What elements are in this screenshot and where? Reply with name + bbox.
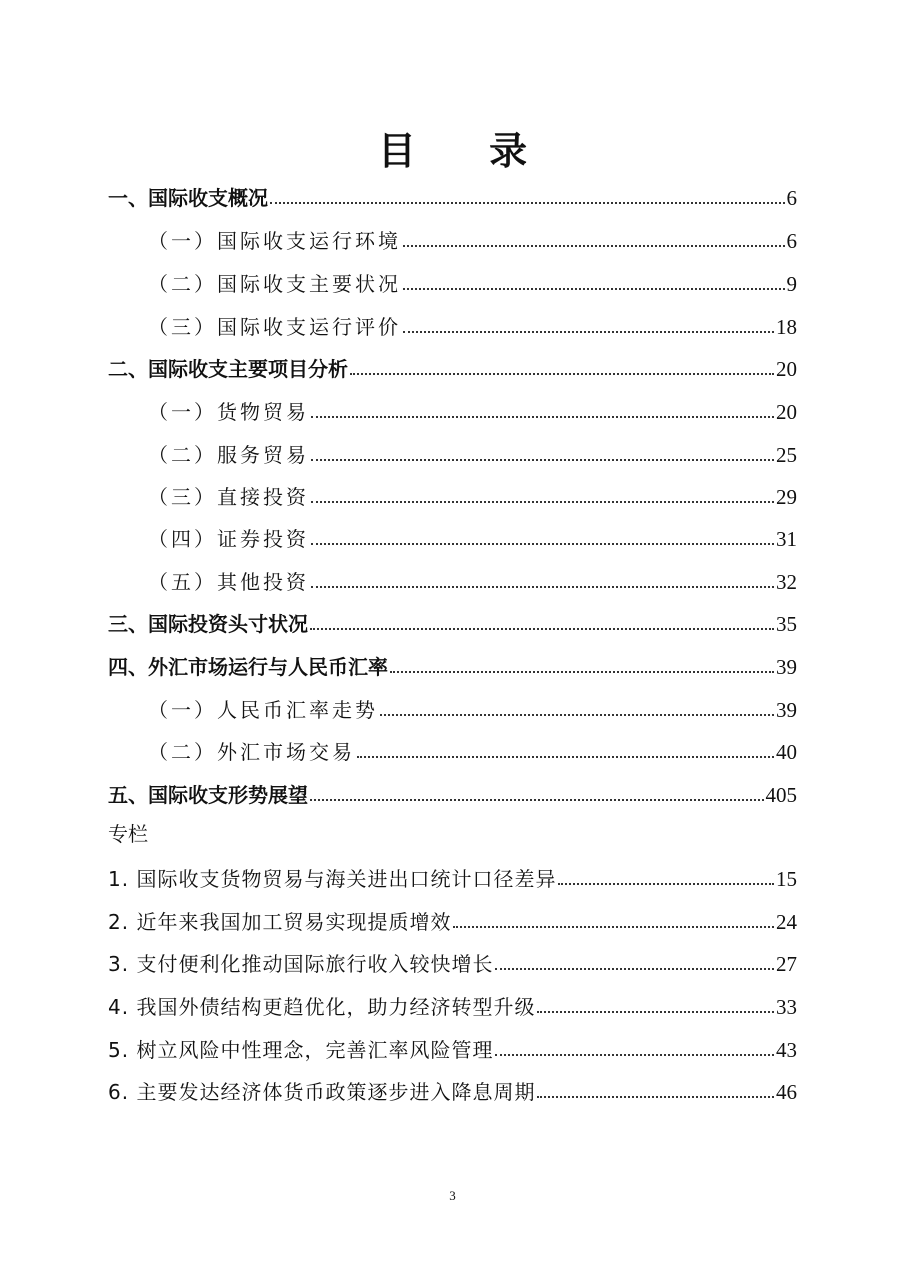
- toc-entry[interactable]: [108, 607, 797, 637]
- toc-entry-text: （五）其他投资: [148, 570, 309, 594]
- toc-entry-text: （二）国际收支主要状况: [148, 272, 401, 296]
- column-entry-text: 4. 我国外债结构更趋优化，助力经济转型升级: [108, 995, 536, 1019]
- toc-entry-page: 20: [776, 357, 797, 381]
- toc-entry[interactable]: [108, 650, 797, 680]
- toc-entry[interactable]: [108, 352, 797, 382]
- toc-entry[interactable]: [148, 267, 797, 297]
- columns-heading: 专栏: [108, 822, 148, 846]
- toc-leader: [558, 883, 774, 885]
- toc-leader: [495, 1054, 774, 1056]
- column-entry-page: 46: [776, 1080, 797, 1104]
- toc-leader: [311, 416, 774, 418]
- toc-entry-page: 40: [776, 740, 797, 764]
- toc-entry[interactable]: [148, 522, 797, 552]
- toc-entry[interactable]: [108, 778, 797, 808]
- toc-leader: [453, 926, 774, 928]
- toc-entry-page: 29: [776, 485, 797, 509]
- toc-entry-text: （四）证券投资: [148, 527, 309, 551]
- toc-entry[interactable]: [108, 181, 797, 211]
- column-entry-page: 43: [776, 1038, 797, 1062]
- toc-entry-page: 39: [776, 698, 797, 722]
- toc-entry-text: （一）国际收支运行环境: [148, 229, 401, 253]
- toc-entry-text: 一、国际收支概况: [108, 186, 268, 210]
- toc-leader: [390, 671, 774, 673]
- toc-leader: [311, 459, 774, 461]
- toc-entry-page: 6: [786, 229, 797, 253]
- toc-entry[interactable]: [148, 480, 797, 510]
- toc-leader: [495, 968, 774, 970]
- toc-leader: [350, 373, 774, 375]
- column-entry-text: 5. 树立风险中性理念，完善汇率风险管理: [108, 1038, 494, 1062]
- toc-entry-text: 四、外汇市场运行与人民币汇率: [108, 655, 388, 679]
- toc-entry-page: 20: [776, 400, 797, 424]
- toc-entry-page: 9: [786, 272, 797, 296]
- toc-entry[interactable]: [148, 224, 797, 254]
- toc-entry-text: （三）国际收支运行评价: [148, 315, 401, 339]
- toc-entry-page: 6: [786, 186, 797, 210]
- column-entry-text: 1. 国际收支货物贸易与海关进出口统计口径差异: [108, 867, 557, 891]
- toc-leader: [537, 1096, 774, 1098]
- column-entry[interactable]: [108, 1033, 797, 1063]
- toc-entry-text: （一）货物贸易: [148, 400, 309, 424]
- column-entry[interactable]: [108, 905, 797, 935]
- column-entry-page: 33: [776, 995, 797, 1019]
- toc-leader: [537, 1011, 774, 1013]
- toc-entry-page: 39: [776, 655, 797, 679]
- toc-leader: [310, 799, 764, 801]
- column-entry-page: 15: [776, 867, 797, 891]
- toc-leader: [311, 501, 774, 503]
- column-entry-text: 6. 主要发达经济体货币政策逐步进入降息周期: [108, 1080, 536, 1104]
- column-entry-text: 3. 支付便利化推动国际旅行收入较快增长: [108, 952, 494, 976]
- toc-leader: [403, 245, 785, 247]
- toc-entry-text: 五、国际收支形势展望: [108, 783, 308, 807]
- toc-entry-page: 35: [776, 612, 797, 636]
- toc-leader: [270, 202, 785, 204]
- page-title: 目 录: [377, 129, 558, 173]
- toc-entry-text: （一）人民币汇率走势: [148, 698, 378, 722]
- page-number: 3: [449, 1188, 456, 1203]
- column-entry[interactable]: [108, 990, 797, 1020]
- toc-entry-text: （二）服务贸易: [148, 443, 309, 467]
- toc-leader: [311, 586, 774, 588]
- toc-entry-page: 25: [776, 443, 797, 467]
- toc-entry-page: 31: [776, 527, 797, 551]
- column-entry-page: 27: [776, 952, 797, 976]
- toc-leader: [310, 628, 774, 630]
- toc-entry[interactable]: [148, 735, 797, 765]
- column-entry-page: 24: [776, 910, 797, 934]
- toc-leader: [380, 714, 774, 716]
- toc-leader: [311, 543, 774, 545]
- toc-entry[interactable]: [148, 395, 797, 425]
- toc-leader: [403, 331, 774, 333]
- column-entry[interactable]: [108, 947, 797, 977]
- toc-entry[interactable]: [148, 565, 797, 595]
- toc-entry-page: 405: [765, 783, 797, 807]
- column-entry[interactable]: [108, 1075, 797, 1105]
- toc-entry-text: （三）直接投资: [148, 485, 309, 509]
- toc-entry-text: 三、国际投资头寸状况: [108, 612, 308, 636]
- toc-entry[interactable]: [148, 310, 797, 340]
- toc-entry-page: 18: [776, 315, 797, 339]
- toc-entry[interactable]: [148, 438, 797, 468]
- toc-leader: [357, 756, 774, 758]
- toc-entry[interactable]: [148, 693, 797, 723]
- column-entry-text: 2. 近年来我国加工贸易实现提质增效: [108, 910, 452, 934]
- toc-entry-text: （二）外汇市场交易: [148, 740, 355, 764]
- toc-leader: [403, 288, 785, 290]
- toc-entry-page: 32: [776, 570, 797, 594]
- column-entry[interactable]: [108, 862, 797, 892]
- toc-entry-text: 二、国际收支主要项目分析: [108, 357, 348, 381]
